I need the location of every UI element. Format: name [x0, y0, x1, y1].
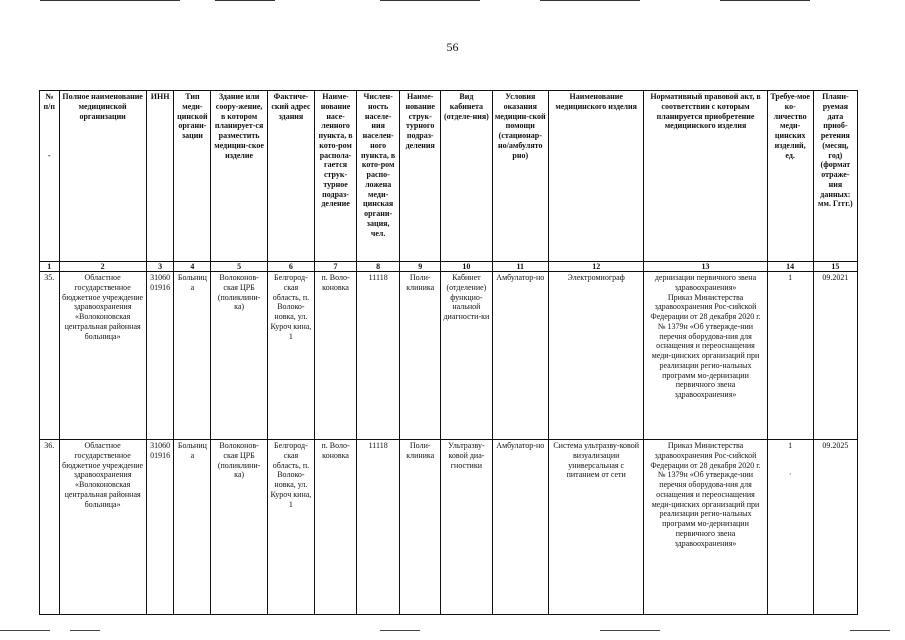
header-cell: Наиме-нование струк-турного подраз-деления: [400, 91, 441, 262]
header-cell: Тип меди-цинской органи-зации: [174, 91, 211, 262]
address-cell: Белгород-ская область, п. Волоко-новка, ул. Курoч кина, 1: [267, 440, 314, 615]
row-number: 35.: [40, 272, 60, 440]
org-type-cell: Больница: [174, 272, 211, 440]
header-cell: Числен-ность населе-ния населен-ного пункта, в кото-ром распо-ложена меди-цинская органи-зация, чел.: [357, 91, 400, 262]
column-number: 6: [267, 262, 314, 272]
header-cell: Наименование медицинского изделия: [548, 91, 643, 262]
column-number: 11: [492, 262, 548, 272]
cabinet-cell: Ультразву-ковой диа-гностики: [441, 440, 492, 615]
conditions-cell: Амбулатор-но: [492, 440, 548, 615]
locality-cell: п. Воло-коновка: [315, 440, 357, 615]
header-cell: Наиме-нование насе-ленного пункта, в кото-ром распола-гается струк-турное подраз-деление: [315, 91, 357, 262]
medical-equipment-table: [39, 90, 858, 615]
date-cell: 09.2021: [813, 272, 857, 440]
header-cell: Нормативный правовой акт, в соответствии с которым планируется приобретение медицинского изделия: [644, 91, 767, 262]
column-number: 1: [40, 262, 60, 272]
inn-cell: 3106001916: [146, 440, 174, 615]
header-cell: Здание или соору-жение, в котором планирует-ся разместить медицин-ское изделие: [211, 91, 267, 262]
address-cell: Белгород-ская область, п. Волоко-новка, ул. Курoч кина, 1: [267, 272, 314, 440]
org-type-cell: Больница: [174, 440, 211, 615]
header-cell: Полное наименование медицинской организации: [59, 91, 146, 262]
column-number: 5: [211, 262, 267, 272]
cabinet-cell: Кабинет (отделение) функцио-нальной диагности-ки: [441, 272, 492, 440]
column-number: 13: [644, 262, 767, 272]
column-number: 15: [813, 262, 857, 272]
stray-mark: ·: [788, 470, 792, 480]
page-number: 56: [446, 40, 459, 54]
conditions-cell: Амбулатор-но: [492, 272, 548, 440]
column-number: 7: [315, 262, 357, 272]
column-number: 14: [767, 262, 813, 272]
device-cell: Электромиограф: [548, 272, 643, 440]
subdivision-cell: Поли-клиника: [400, 272, 441, 440]
scan-top-edge-lines: [0, 0, 905, 4]
legal-act-cell: Приказ Министерства здравоохранения Рос-сийской Федерации от 28 декабря 2020 г. № 1379н «Об утвержде-нии перечня оборудова-ния для оснащения и переоснащения меди-цинских организаций при реализации регио-нальных программ мо-дернизации первичного звена здравоохранения»: [644, 440, 767, 615]
legal-act-cell: [644, 272, 767, 440]
quantity-cell: [767, 440, 813, 615]
inn-cell: 3106001916: [146, 272, 174, 440]
date-cell: 09.2025: [813, 440, 857, 615]
column-number: 9: [400, 262, 441, 272]
header-cell: Фактиче-ский адрес здания: [267, 91, 314, 262]
subdivision-cell: Поли-клиника: [400, 440, 441, 615]
quantity-value: 1: [788, 441, 793, 450]
column-number-row: [40, 262, 858, 272]
legal-act-text: Приказ Министерства здравоохранения Рос-сийской Федерации от 28 декабря 2020 г. № 1379н «Об утвержде-нии перечня оборудова-ния для оснащения и переоснащения меди-цинских организаций при реализации регио-нальных программ мо-дернизации первичного звена здравоохранения»: [650, 292, 761, 399]
organization-name: Областное государственное бюджетное учреждение здравоохранения «Волоконовская центральная районная больница»: [59, 272, 146, 440]
population-cell: 11118: [357, 440, 400, 615]
header-cell: Плани-руемая дата приоб-ретения (месяц, год) (формат отраже-ния данных: мм. Гггг.): [813, 91, 857, 262]
column-number: 2: [59, 262, 146, 272]
table-row: [40, 440, 858, 615]
header-cell: № п/п -: [40, 91, 60, 262]
table-row: [40, 272, 858, 440]
population-cell: 11118: [357, 272, 400, 440]
building-cell: Волоконов-ская ЦРБ (поликлини-ка): [211, 440, 267, 615]
header-cell: ИНН: [146, 91, 174, 262]
table-header-row: [40, 91, 858, 262]
quantity-cell: 1: [767, 272, 813, 440]
device-cell: Система ультразву-ковой визуализации универсальная с питанием от сети: [548, 440, 643, 615]
organization-name: Областное государственное бюджетное учреждение здравоохранения «Волоконовская центральная районная больница»: [59, 440, 146, 615]
column-number: 10: [441, 262, 492, 272]
column-number: 8: [357, 262, 400, 272]
carryover-text: дернизации первичного звена здравоохранения»: [654, 273, 757, 292]
header-cell: Вид кабинета (отделе-ния): [441, 91, 492, 262]
row-number: 36.: [40, 440, 60, 615]
header-cell: Условия оказания медицин-ской помощи (стационар-но/амбулято рно): [492, 91, 548, 262]
building-cell: Волоконов-ская ЦРБ (поликлини-ка): [211, 272, 267, 440]
scan-bottom-edge-lines: [0, 630, 905, 634]
column-number: 12: [548, 262, 643, 272]
column-number: 3: [146, 262, 174, 272]
locality-cell: п. Воло-коновка: [315, 272, 357, 440]
header-cell: Требуе-мое ко-личество меди-цинских изделий, ед.: [767, 91, 813, 262]
column-number: 4: [174, 262, 211, 272]
